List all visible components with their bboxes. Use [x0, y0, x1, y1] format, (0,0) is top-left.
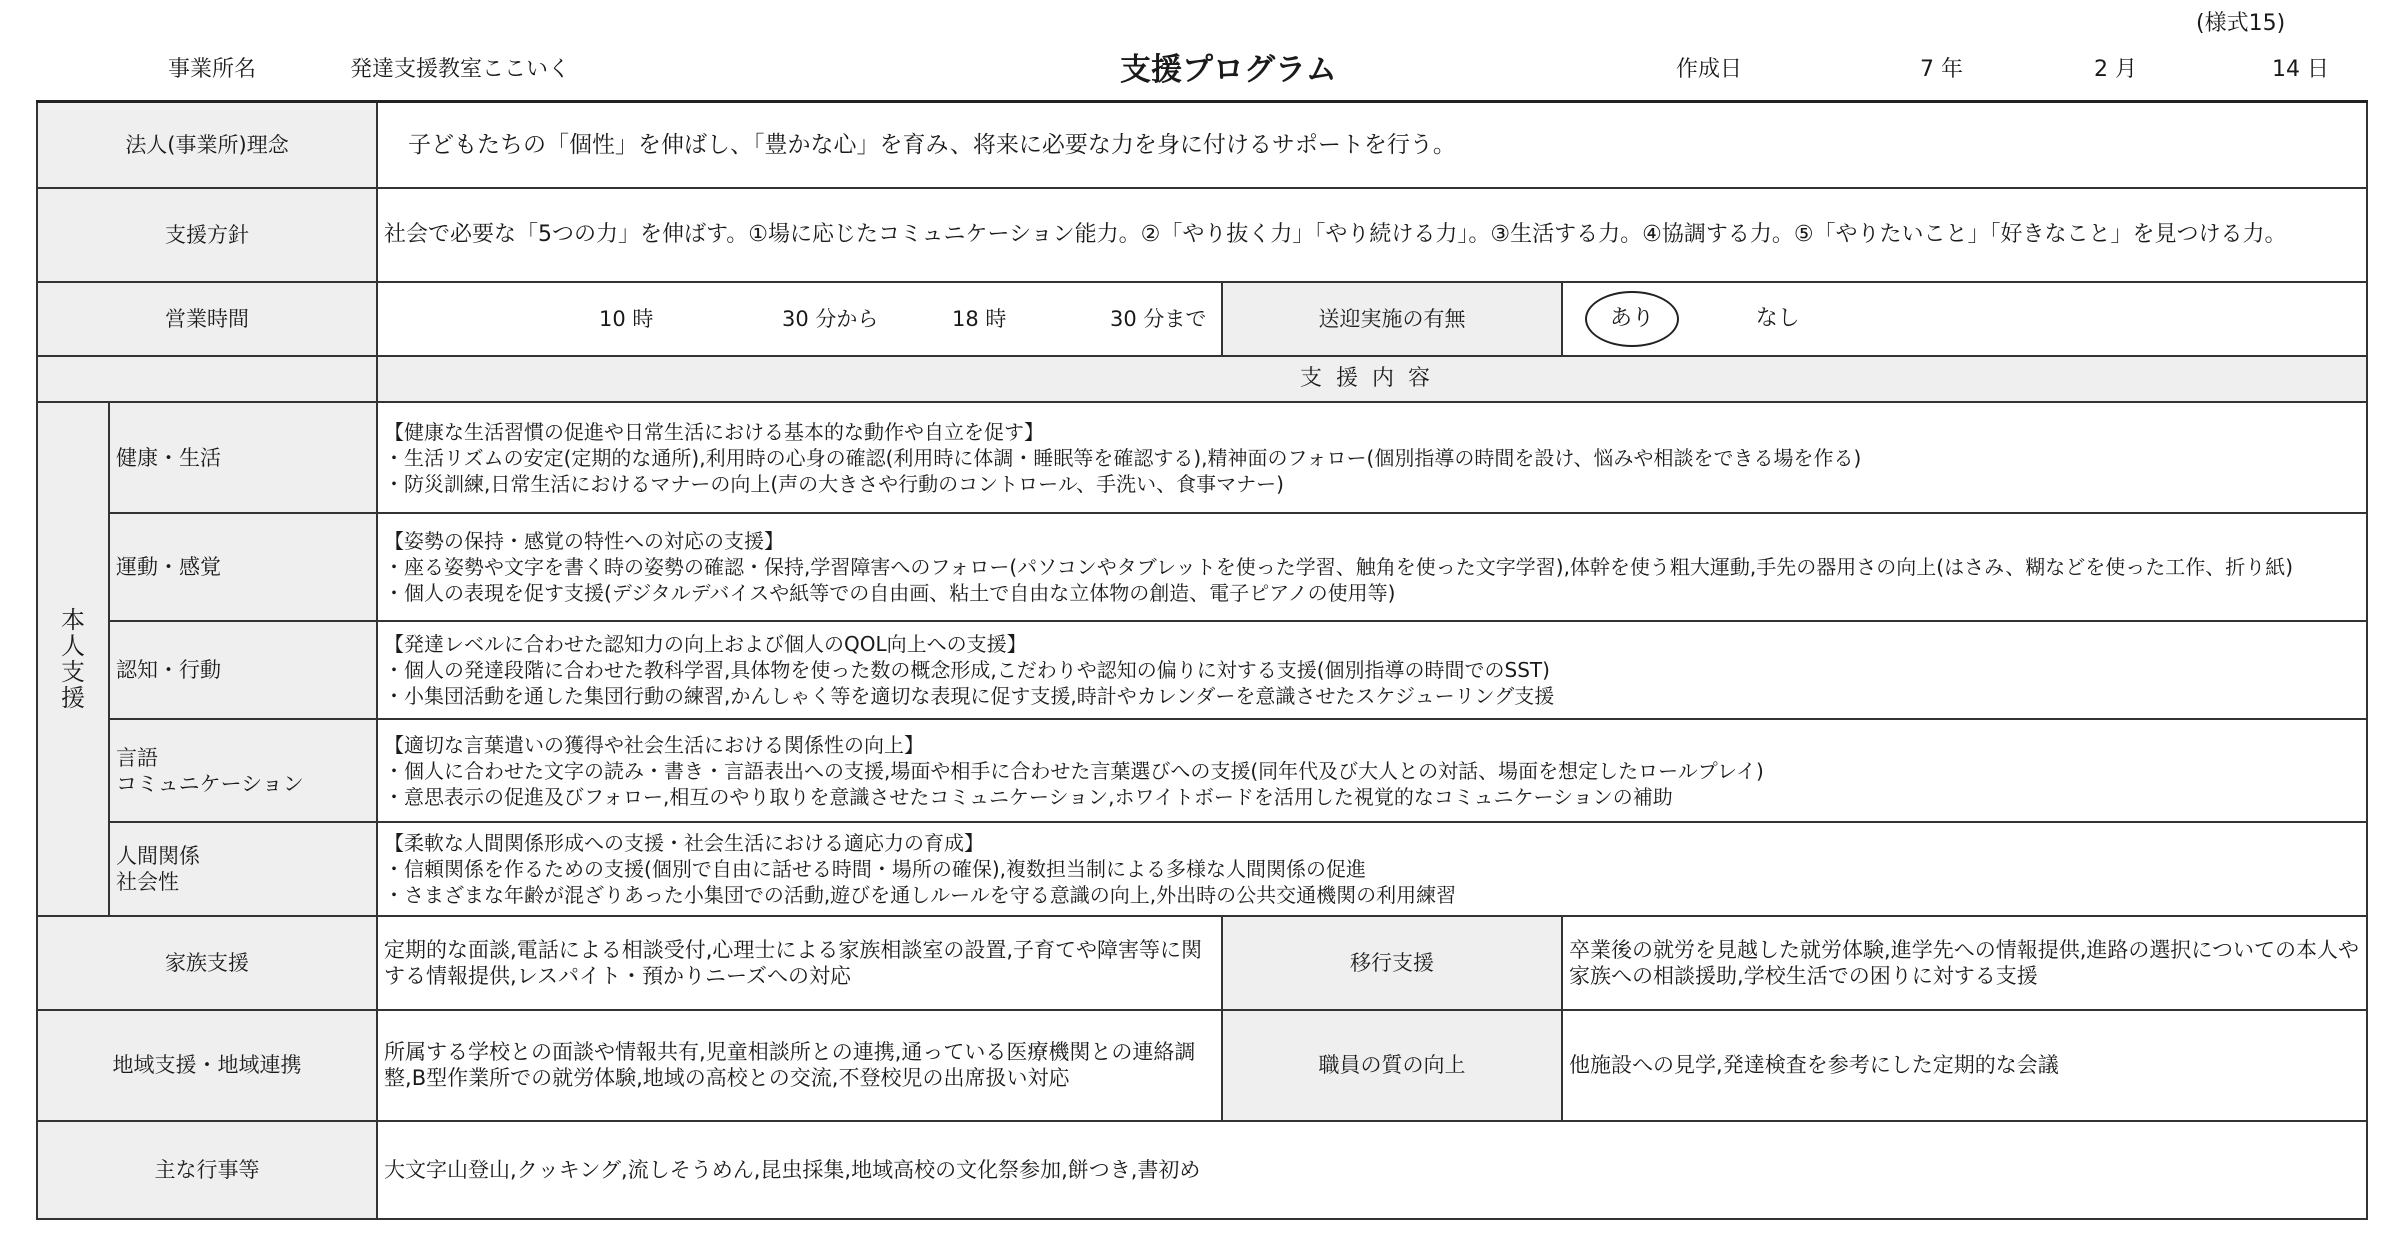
family-transition-row — [37, 916, 2367, 1010]
transport-label: 送迎実施の有無 — [1222, 282, 1562, 356]
transport-cell — [1562, 282, 2367, 356]
philosophy-row — [37, 102, 2367, 188]
support-item-label: 言語 コミュニケーション — [109, 719, 377, 821]
events-label: 主な行事等 — [37, 1121, 377, 1219]
support-content-header-row — [37, 356, 2367, 402]
hours-label: 営業時間 — [37, 282, 377, 356]
created-day: 14 日 — [2272, 57, 2329, 82]
close-hour: 18 時 — [952, 307, 1007, 332]
support-item-label: 運動・感覚 — [109, 513, 377, 621]
support-row-language — [37, 719, 2367, 821]
support-item-content: 【柔軟な人間関係形成への支援・社会生活における適応力の育成】 ・信頼関係を作るための支援(個別で自由に話せる時間・場所の確保),複数担当制による多様な人間関係の促進 ・さまざまな年齢が混ざりあった小集団での活動,遊びを通しルールを守る意識の向上,外出時の公共交通機関の利用練習 — [377, 822, 2367, 916]
transition-support-label: 移行支援 — [1222, 916, 1562, 1010]
open-hour: 10 時 — [599, 307, 654, 332]
staff-quality-label: 職員の質の向上 — [1222, 1010, 1562, 1120]
transition-support-text: 卒業後の就労を見越した就労体験,進学先への情報提供,進路の選択についての本人や家族への相談援助,学校生活での困りに対する支援 — [1562, 916, 2367, 1010]
support-program-table — [36, 100, 2368, 1220]
family-support-text: 定期的な面談,電話による相談受付,心理士による家族相談室の設置,子育てや障害等に関する情報提供,レスパイト・預かりニーズへの対応 — [377, 916, 1222, 1010]
hours-cell — [377, 282, 1222, 356]
transport-no: なし — [1755, 306, 1800, 332]
close-minute: 30 分まで — [1110, 307, 1207, 332]
office-name: 発達支援教室ここいく — [350, 57, 571, 82]
philosophy-label: 法人(事業所)理念 — [37, 102, 377, 188]
created-year: 7 年 — [1920, 57, 1963, 82]
hours-row — [37, 282, 2367, 356]
office-name-label: 事業所名 — [168, 57, 257, 82]
community-support-text: 所属する学校との面談や情報共有,児童相談所との連携,通っている医療機関との連絡調整,B型作業所での就労体験,地域の高校との交流,不登校児の出席扱い対応 — [377, 1010, 1222, 1120]
staff-quality-text: 他施設への見学,発達検査を参考にした定期的な会議 — [1562, 1010, 2367, 1120]
policy-row — [37, 188, 2367, 282]
community-staff-row — [37, 1010, 2367, 1120]
support-row-motor — [37, 513, 2367, 621]
family-support-label: 家族支援 — [37, 916, 377, 1010]
support-row-cognition — [37, 621, 2367, 719]
support-content-header: 支援内容 — [377, 356, 2367, 402]
events-row — [37, 1121, 2367, 1219]
support-row-health — [37, 402, 2367, 512]
self-support-side-label: 本 人 支 援 — [37, 402, 109, 916]
policy-text: 社会で必要な「5つの力」を伸ばす。①場に応じたコミュニケーション能力。②「やり抜く力」「やり続ける力」。③生活する力。④協調する力。⑤「やりたいこと」「好きなこと」を見つける力。 — [384, 221, 2287, 247]
form-number: (様式15) — [2196, 11, 2286, 36]
created-date-label: 作成日 — [1676, 57, 1743, 82]
support-item-content: 【適切な言葉遣いの獲得や社会生活における関係性の向上】 ・個人に合わせた文字の読み・書き・言語表出への支援,場面や相手に合わせた言葉選びへの支援(同年代及び大人との対話、場面を想定したロールプレイ) ・意思表示の促進及びフォロー,相互のやり取りを意識させたコミュニケーション,ホワイトボードを活用した視覚的なコミュニケーションの補助 — [377, 719, 2367, 821]
support-item-content: 【発達レベルに合わせた認知力の向上および個人のQOL向上への支援】 ・個人の発達段階に合わせた教科学習,具体物を使った数の概念形成,こだわりや認知の偏りに対する支援(個別指導の時間でのSST) ・小集団活動を通した集団行動の練習,かんしゃく等を適切な表現に促す支援,時計やカレンダーを意識させたスケジューリング支援 — [377, 621, 2367, 719]
support-item-content: 【姿勢の保持・感覚の特性への対応の支援】 ・座る姿勢や文字を書く時の姿勢の確認・保持,学習障害へのフォロー(パソコンやタブレットを使った学習、触角を使った文字学習),体幹を使う粗大運動,手先の器用さの向上(はさみ、糊などを使った工作、折り紙) ・個人の表現を促す支援(デジタルデバイスや紙等での自由画、粘土で自由な立体物の創造、電子ピアノの使用等) — [377, 513, 2367, 621]
support-item-label: 人間関係 社会性 — [109, 822, 377, 916]
policy-label: 支援方針 — [37, 188, 377, 282]
philosophy-text: 子どもたちの「個性」を伸ばし、「豊かな心」を育み、将来に必要な力を身に付けるサポートを行う。 — [377, 102, 2367, 188]
support-item-content: 【健康な生活習慣の促進や日常生活における基本的な動作や自立を促す】 ・生活リズムの安定(定期的な通所),利用時の心身の確認(利用時に体調・睡眠等を確認する),精神面のフォロー(個別指導の時間を設け、悩みや相談をできる場を作る) ・防災訓練,日常生活におけるマナーの向上(声の大きさや行動のコントロール、手洗い、食事マナー) — [377, 402, 2367, 512]
support-row-social — [37, 822, 2367, 916]
support-item-label: 認知・行動 — [109, 621, 377, 719]
support-item-label: 健康・生活 — [109, 402, 377, 512]
open-minute: 30 分から — [782, 307, 879, 332]
events-text: 大文字山登山,クッキング,流しそうめん,昆虫採集,地域高校の文化祭参加,餅つき,書初め — [377, 1121, 2367, 1219]
community-support-label: 地域支援・地域連携 — [37, 1010, 377, 1120]
page-title: 支援プログラム — [1120, 52, 1337, 88]
created-month: 2 月 — [2094, 57, 2137, 82]
transport-yes-circled: あり — [1585, 291, 1679, 347]
